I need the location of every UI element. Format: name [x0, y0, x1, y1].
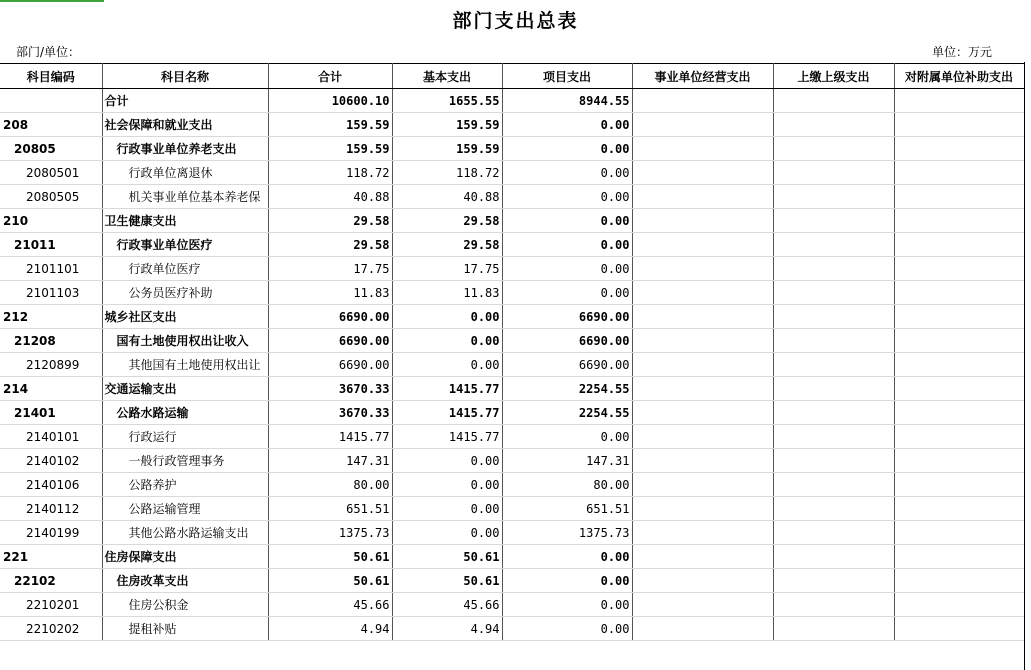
table-row — [0, 305, 1024, 329]
cell-code[interactable]: 2140106 — [0, 473, 102, 497]
col-header-business[interactable]: 事业单位经营支出 — [632, 64, 773, 89]
cell-subsidy[interactable] — [894, 209, 1024, 233]
cell-remit[interactable] — [773, 569, 894, 593]
col-header-basic[interactable]: 基本支出 — [392, 64, 502, 89]
unit-label: 单位：万元 — [931, 45, 992, 59]
cell-subsidy[interactable] — [894, 329, 1024, 353]
cell-total[interactable]: 40.88 — [268, 185, 392, 209]
cell-code[interactable]: 2210201 — [0, 593, 102, 617]
cell-total[interactable]: 159.59 — [268, 137, 392, 161]
cell-basic[interactable]: 0.00 — [392, 497, 502, 521]
table-row — [0, 113, 1024, 137]
cell-project[interactable]: 147.31 — [502, 449, 632, 473]
cell-project[interactable]: 0.00 — [502, 161, 632, 185]
col-header-code[interactable]: 科目编码 — [0, 64, 102, 89]
cell-total[interactable]: 80.00 — [268, 473, 392, 497]
cell-total[interactable]: 10600.10 — [268, 89, 392, 113]
cell-name[interactable]: 住房保障支出 — [102, 545, 268, 569]
page-title: 部门支出总表 — [452, 10, 579, 32]
cell-total[interactable]: 118.72 — [268, 161, 392, 185]
cell-code[interactable]: 2140101 — [0, 425, 102, 449]
table-row — [0, 377, 1024, 401]
cell-total[interactable]: 3670.33 — [268, 377, 392, 401]
cell-basic[interactable]: 1655.55 — [392, 89, 502, 113]
cell-basic[interactable]: 45.66 — [392, 593, 502, 617]
cell-basic[interactable]: 50.61 — [392, 545, 502, 569]
cell-business[interactable] — [632, 353, 773, 377]
cell-name[interactable]: 提租补贴 — [102, 617, 268, 641]
cell-name[interactable]: 城乡社区支出 — [102, 305, 268, 329]
cell-project[interactable]: 6690.00 — [502, 353, 632, 377]
cell-subsidy[interactable] — [894, 521, 1024, 545]
cell-name[interactable]: 行政单位离退休 — [102, 161, 268, 185]
expenditure-table — [0, 63, 1025, 641]
cell-basic[interactable]: 17.75 — [392, 257, 502, 281]
cell-basic[interactable]: 0.00 — [392, 473, 502, 497]
cell-project[interactable]: 2254.55 — [502, 377, 632, 401]
cell-code[interactable]: 21401 — [0, 401, 102, 425]
cell-code[interactable]: 21011 — [0, 233, 102, 257]
cell-project[interactable]: 0.00 — [502, 113, 632, 137]
cell-business[interactable] — [632, 257, 773, 281]
cell-project[interactable]: 0.00 — [502, 425, 632, 449]
cell-remit[interactable] — [773, 353, 894, 377]
cell-total[interactable]: 50.61 — [268, 545, 392, 569]
cell-subsidy[interactable] — [894, 113, 1024, 137]
cell-total[interactable]: 6690.00 — [268, 329, 392, 353]
cell-project[interactable]: 0.00 — [502, 185, 632, 209]
cell-total[interactable]: 6690.00 — [268, 305, 392, 329]
cell-project[interactable]: 0.00 — [502, 569, 632, 593]
cell-name[interactable]: 卫生健康支出 — [102, 209, 268, 233]
cell-name[interactable]: 住房公积金 — [102, 593, 268, 617]
cell-selection-marker — [0, 0, 104, 2]
cell-business[interactable] — [632, 377, 773, 401]
cell-project[interactable]: 80.00 — [502, 473, 632, 497]
table-row — [0, 401, 1024, 425]
cell-remit[interactable] — [773, 473, 894, 497]
cell-name[interactable]: 公路养护 — [102, 473, 268, 497]
col-header-project[interactable]: 项目支出 — [502, 64, 632, 89]
cell-project[interactable]: 0.00 — [502, 209, 632, 233]
cell-basic[interactable]: 0.00 — [392, 449, 502, 473]
cell-total[interactable]: 1415.77 — [268, 425, 392, 449]
cell-code[interactable]: 208 — [0, 113, 102, 137]
cell-name[interactable]: 其他公路水路运输支出 — [102, 521, 268, 545]
sheet-right-border — [1024, 62, 1025, 670]
cell-subsidy[interactable] — [894, 89, 1024, 113]
cell-project[interactable]: 8944.55 — [502, 89, 632, 113]
cell-basic[interactable]: 29.58 — [392, 209, 502, 233]
department-label: 部门/单位： — [16, 45, 81, 59]
cell-name[interactable]: 其他国有土地使用权出让 — [102, 353, 268, 377]
cell-name[interactable]: 行政事业单位养老支出 — [102, 137, 268, 161]
cell-total[interactable]: 159.59 — [268, 113, 392, 137]
cell-total[interactable]: 4.94 — [268, 617, 392, 641]
col-header-remit[interactable]: 上缴上级支出 — [773, 64, 894, 89]
cell-remit[interactable] — [773, 305, 894, 329]
cell-basic[interactable]: 50.61 — [392, 569, 502, 593]
cell-project[interactable]: 651.51 — [502, 497, 632, 521]
cell-project[interactable]: 0.00 — [502, 233, 632, 257]
cell-subsidy[interactable] — [894, 545, 1024, 569]
table-row — [0, 185, 1024, 209]
cell-subsidy[interactable] — [894, 473, 1024, 497]
cell-name[interactable]: 社会保障和就业支出 — [102, 113, 268, 137]
cell-code[interactable]: 2080501 — [0, 161, 102, 185]
cell-project[interactable]: 0.00 — [502, 545, 632, 569]
cell-code[interactable]: 2210202 — [0, 617, 102, 641]
cell-subsidy[interactable] — [894, 425, 1024, 449]
cell-basic[interactable]: 40.88 — [392, 185, 502, 209]
cell-name[interactable]: 公路水路运输 — [102, 401, 268, 425]
cell-subsidy[interactable] — [894, 377, 1024, 401]
cell-code[interactable]: 21208 — [0, 329, 102, 353]
cell-business[interactable] — [632, 185, 773, 209]
cell-code[interactable]: 212 — [0, 305, 102, 329]
cell-project[interactable]: 0.00 — [502, 281, 632, 305]
cell-business[interactable] — [632, 281, 773, 305]
table-row — [0, 161, 1024, 185]
cell-project[interactable]: 0.00 — [502, 593, 632, 617]
cell-remit[interactable] — [773, 161, 894, 185]
cell-name[interactable]: 交通运输支出 — [102, 377, 268, 401]
cell-business[interactable] — [632, 113, 773, 137]
cell-remit[interactable] — [773, 329, 894, 353]
cell-business[interactable] — [632, 209, 773, 233]
cell-basic[interactable]: 4.94 — [392, 617, 502, 641]
cell-name[interactable]: 行政单位医疗 — [102, 257, 268, 281]
cell-project[interactable]: 1375.73 — [502, 521, 632, 545]
cell-business[interactable] — [632, 233, 773, 257]
cell-total[interactable]: 29.58 — [268, 233, 392, 257]
cell-name[interactable]: 行政事业单位医疗 — [102, 233, 268, 257]
table-row — [0, 209, 1024, 233]
cell-name[interactable]: 公务员医疗补助 — [102, 281, 268, 305]
table-row — [0, 497, 1024, 521]
table-row — [0, 353, 1024, 377]
cell-business[interactable] — [632, 401, 773, 425]
table-row — [0, 89, 1024, 113]
cell-remit[interactable] — [773, 401, 894, 425]
table-row — [0, 449, 1024, 473]
cell-total[interactable]: 651.51 — [268, 497, 392, 521]
cell-remit[interactable] — [773, 233, 894, 257]
col-header-subsidy[interactable]: 对附属单位补助支出 — [894, 64, 1024, 89]
cell-subsidy[interactable] — [894, 593, 1024, 617]
cell-name[interactable]: 行政运行 — [102, 425, 268, 449]
cell-basic[interactable]: 1415.77 — [392, 401, 502, 425]
cell-total[interactable]: 3670.33 — [268, 401, 392, 425]
cell-total[interactable]: 50.61 — [268, 569, 392, 593]
cell-basic[interactable]: 0.00 — [392, 329, 502, 353]
table-row — [0, 329, 1024, 353]
header-row — [0, 64, 1024, 89]
cell-subsidy[interactable] — [894, 449, 1024, 473]
col-header-total[interactable]: 合计 — [268, 64, 392, 89]
cell-subsidy[interactable] — [894, 257, 1024, 281]
cell-business[interactable] — [632, 593, 773, 617]
cell-total[interactable]: 1375.73 — [268, 521, 392, 545]
cell-total[interactable]: 6690.00 — [268, 353, 392, 377]
cell-code[interactable]: 214 — [0, 377, 102, 401]
cell-code[interactable]: 2101103 — [0, 281, 102, 305]
cell-code[interactable]: 2140102 — [0, 449, 102, 473]
cell-subsidy[interactable] — [894, 617, 1024, 641]
cell-code[interactable]: 2140199 — [0, 521, 102, 545]
cell-business[interactable] — [632, 521, 773, 545]
cell-remit[interactable] — [773, 113, 894, 137]
cell-business[interactable] — [632, 497, 773, 521]
cell-basic[interactable]: 0.00 — [392, 353, 502, 377]
cell-remit[interactable] — [773, 449, 894, 473]
cell-basic[interactable]: 159.59 — [392, 113, 502, 137]
cell-code[interactable]: 2140112 — [0, 497, 102, 521]
cell-basic[interactable]: 0.00 — [392, 521, 502, 545]
table-row — [0, 593, 1024, 617]
cell-subsidy[interactable] — [894, 401, 1024, 425]
table-row — [0, 257, 1024, 281]
cell-remit[interactable] — [773, 185, 894, 209]
cell-remit[interactable] — [773, 281, 894, 305]
cell-business[interactable] — [632, 473, 773, 497]
table-body — [0, 89, 1024, 641]
cell-project[interactable]: 2254.55 — [502, 401, 632, 425]
cell-code[interactable] — [0, 89, 102, 113]
cell-business[interactable] — [632, 425, 773, 449]
cell-code[interactable]: 20805 — [0, 137, 102, 161]
cell-remit[interactable] — [773, 593, 894, 617]
table-row — [0, 137, 1024, 161]
table-row — [0, 569, 1024, 593]
cell-remit[interactable] — [773, 377, 894, 401]
cell-project[interactable]: 0.00 — [502, 617, 632, 641]
cell-subsidy[interactable] — [894, 353, 1024, 377]
cell-subsidy[interactable] — [894, 281, 1024, 305]
cell-name[interactable]: 公路运输管理 — [102, 497, 268, 521]
cell-total[interactable]: 147.31 — [268, 449, 392, 473]
cell-remit[interactable] — [773, 617, 894, 641]
cell-basic[interactable]: 1415.77 — [392, 425, 502, 449]
cell-project[interactable]: 6690.00 — [502, 329, 632, 353]
cell-remit[interactable] — [773, 137, 894, 161]
cell-remit[interactable] — [773, 521, 894, 545]
cell-basic[interactable]: 0.00 — [392, 305, 502, 329]
table-row — [0, 281, 1024, 305]
cell-business[interactable] — [632, 569, 773, 593]
cell-total[interactable]: 29.58 — [268, 209, 392, 233]
table-row — [0, 521, 1024, 545]
cell-total[interactable]: 17.75 — [268, 257, 392, 281]
table-row — [0, 545, 1024, 569]
cell-basic[interactable]: 1415.77 — [392, 377, 502, 401]
cell-project[interactable]: 0.00 — [502, 137, 632, 161]
cell-total[interactable]: 11.83 — [268, 281, 392, 305]
cell-project[interactable]: 0.00 — [502, 257, 632, 281]
cell-code[interactable]: 210 — [0, 209, 102, 233]
cell-subsidy[interactable] — [894, 497, 1024, 521]
cell-basic[interactable]: 11.83 — [392, 281, 502, 305]
cell-project[interactable]: 6690.00 — [502, 305, 632, 329]
cell-total[interactable]: 45.66 — [268, 593, 392, 617]
table-row — [0, 473, 1024, 497]
cell-code[interactable]: 2080505 — [0, 185, 102, 209]
cell-remit[interactable] — [773, 425, 894, 449]
cell-name[interactable]: 住房改革支出 — [102, 569, 268, 593]
cell-code[interactable]: 2101101 — [0, 257, 102, 281]
cell-name[interactable]: 一般行政管理事务 — [102, 449, 268, 473]
table-row — [0, 233, 1024, 257]
cell-remit[interactable] — [773, 497, 894, 521]
cell-subsidy[interactable] — [894, 233, 1024, 257]
cell-name[interactable]: 机关事业单位基本养老保 — [102, 185, 268, 209]
cell-code[interactable]: 22102 — [0, 569, 102, 593]
cell-basic[interactable]: 118.72 — [392, 161, 502, 185]
cell-basic[interactable]: 159.59 — [392, 137, 502, 161]
cell-remit[interactable] — [773, 545, 894, 569]
cell-name[interactable]: 国有土地使用权出让收入 — [102, 329, 268, 353]
cell-business[interactable] — [632, 305, 773, 329]
cell-basic[interactable]: 29.58 — [392, 233, 502, 257]
table-row — [0, 617, 1024, 641]
cell-subsidy[interactable] — [894, 161, 1024, 185]
cell-business[interactable] — [632, 329, 773, 353]
cell-code[interactable]: 2120899 — [0, 353, 102, 377]
cell-business[interactable] — [632, 161, 773, 185]
col-header-name[interactable]: 科目名称 — [102, 64, 268, 89]
cell-remit[interactable] — [773, 89, 894, 113]
cell-business[interactable] — [632, 137, 773, 161]
cell-subsidy[interactable] — [894, 137, 1024, 161]
cell-subsidy[interactable] — [894, 305, 1024, 329]
cell-subsidy[interactable] — [894, 185, 1024, 209]
cell-code[interactable]: 221 — [0, 545, 102, 569]
cell-business[interactable] — [632, 449, 773, 473]
cell-subsidy[interactable] — [894, 569, 1024, 593]
cell-remit[interactable] — [773, 257, 894, 281]
cell-remit[interactable] — [773, 209, 894, 233]
cell-name[interactable]: 合计 — [102, 89, 268, 113]
cell-business[interactable] — [632, 617, 773, 641]
cell-business[interactable] — [632, 545, 773, 569]
table-row — [0, 425, 1024, 449]
cell-business[interactable] — [632, 89, 773, 113]
